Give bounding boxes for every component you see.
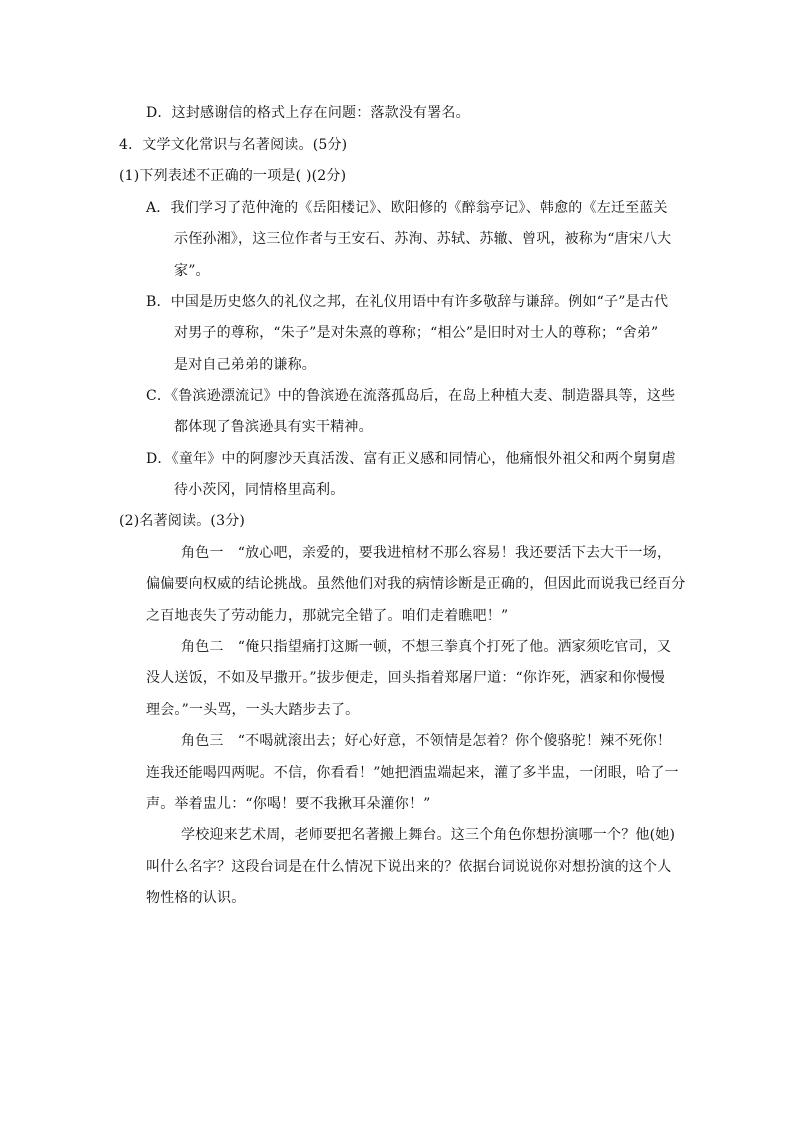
final-question-line: 学校迎来艺术周，老师要把名著搬上舞台。这三个角色你想扮演哪一个？他(她) <box>181 827 676 843</box>
role-three-line: 连我还能喝四两呢。不信，你看看！”她把酒盅端起来，灌了多半盅，一闭眼，哈了一 <box>146 765 679 781</box>
q3-option-d: D．这封感谢信的格式上存在问题：落款没有署名。 <box>146 105 470 121</box>
option-d-line: 待小茨冈，同情格里高利。 <box>174 482 345 498</box>
final-question-line: 叫什么名字？这段台词是在什么情况下说出来的？依据台词说说你对想扮演的这个人 <box>146 859 672 875</box>
role-one-line: 偏偏要向权威的结论挑战。虽然他们对我的病情诊断是正确的，但因此而说我已经百分 <box>146 576 686 592</box>
role-three-line: 声。举着盅儿：“你喝！要不我揪耳朵灌你！” <box>146 796 431 812</box>
role-two-line: 没人送饭，不如及早撒开。”拔步便走，回头指着郑屠尸道：“你诈死，洒家和你慢慢 <box>146 670 665 686</box>
option-b-line: 是对自己弟弟的谦称。 <box>174 357 316 373</box>
option-d-line: D．《童年》中的阿廖沙天真活泼、富有正义感和同情心，他痛恨外祖父和两个舅舅虐 <box>146 451 676 467</box>
role-one-line: 角色一 “放心吧，亲爱的，要我进棺材不那么容易！我还要活下去大干一场， <box>181 545 672 561</box>
role-two-line: 理会。”一头骂，一头大踏步去了。 <box>146 702 360 718</box>
q4-sub2-stem: (2)名著阅读。(3分) <box>119 513 246 529</box>
role-two-line: 角色二 “俺只指望痛打这厮一顿，不想三拳真个打死了他。洒家须吃官司，又 <box>181 639 672 655</box>
option-b-line: 对男子的尊称，“朱子”是对朱熹的尊称；“相公”是旧时对士人的尊称；“舍弟” <box>174 325 659 341</box>
option-b-line: B．中国是历史悠久的礼仪之邦，在礼仪用语中有许多敬辞与谦辞。例如“子”是古代 <box>146 294 669 310</box>
option-c-line: C．《鲁滨逊漂流记》中的鲁滨逊在流落孤岛后，在岛上种植大麦、制造器具等，这些 <box>146 388 676 404</box>
q4-title: 4．文学文化常识与名著阅读。(5分) <box>119 137 348 153</box>
option-c-line: 都体现了鲁滨逊具有实干精神。 <box>174 419 373 435</box>
role-one-line: 之百地丧失了劳动能力，那就完全错了。咱们走着瞧吧！” <box>146 608 509 624</box>
option-a-line: A．我们学习了范仲淹的《岳阳楼记》、欧阳修的《醉翁亭记》、韩愈的《左迁至蓝关 <box>146 200 668 216</box>
role-three-line: 角色三 “不喝就滚出去；好心好意，不领情是怎着？你个傻骆驼！辣不死你！ <box>181 733 672 749</box>
q4-sub1-stem: (1)下列表述不正确的一项是( )(2分) <box>119 168 347 184</box>
option-a-line: 家”。 <box>174 263 210 279</box>
final-question-line: 物性格的认识。 <box>146 890 246 906</box>
option-a-line: 示侄孙湘》，这三位作者与王安石、苏洵、苏轼、苏辙、曾巩，被称为“唐宋八大 <box>174 231 672 247</box>
